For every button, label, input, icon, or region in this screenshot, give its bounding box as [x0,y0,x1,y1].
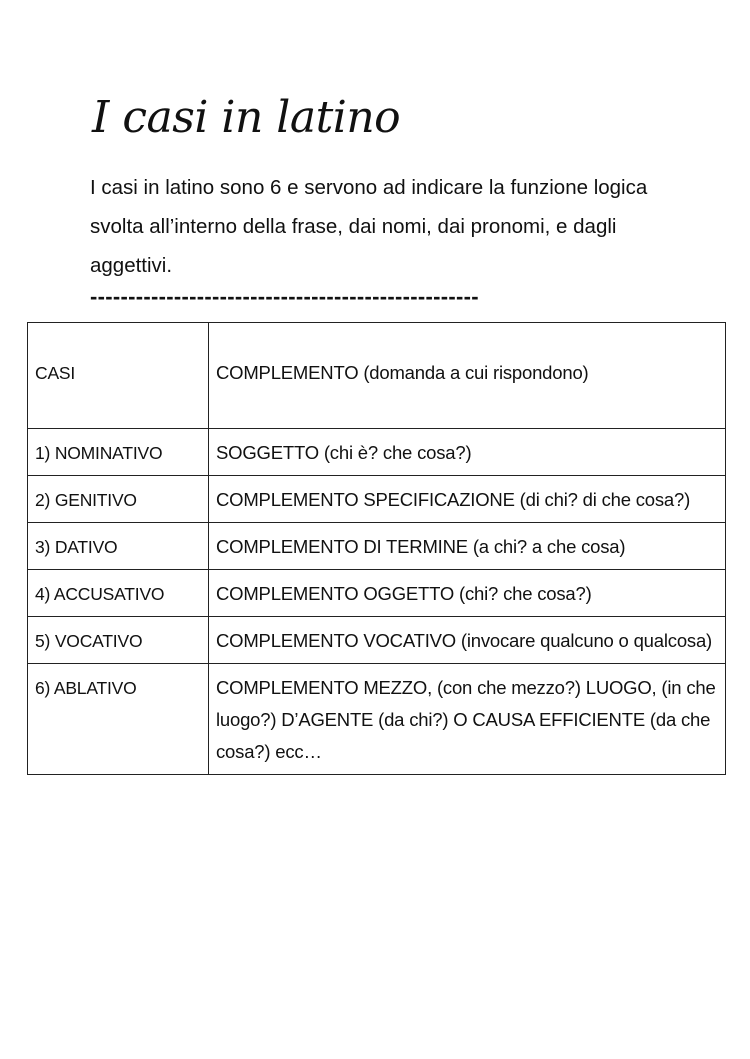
case-name-cell: 6) ABLATIVO [28,664,209,775]
case-name-cell: 5) VOCATIVO [28,617,209,664]
table-header-row [28,323,726,429]
table-row [28,570,726,617]
complement-cell: COMPLEMENTO SPECIFICAZIONE (di chi? di che cosa?) [209,476,726,523]
complement-cell: COMPLEMENTO MEZZO, (con che mezzo?) LUOGO, (in che luogo?) D’AGENTE (da chi?) O CAUSA EFFICIENTE (da che cosa?) ecc… [209,664,726,775]
case-name-cell: 1) NOMINATIVO [28,429,209,476]
dashed-separator: --------------------------------------------------- [90,284,479,309]
case-name-cell: 2) GENITIVO [28,476,209,523]
header-cases: CASI [28,323,209,429]
complement-cell: COMPLEMENTO DI TERMINE (a chi? a che cosa) [209,523,726,570]
complement-cell: COMPLEMENTO VOCATIVO (invocare qualcuno o qualcosa) [209,617,726,664]
header-complement: COMPLEMENTO (domanda a cui rispondono) [209,323,726,429]
table-row [28,617,726,664]
cases-table [27,322,726,775]
table-row [28,429,726,476]
intro-paragraph: I casi in latino sono 6 e servono ad indicare la funzione logica svolta all’interno della frase, dai nomi, dai pronomi, e dagli aggettivi. [90,176,648,277]
case-name-cell: 3) DATIVO [28,523,209,570]
page-title: I casi in latino [92,92,401,143]
complement-cell: COMPLEMENTO OGGETTO (chi? che cosa?) [209,570,726,617]
table-row [28,664,726,775]
table-row [28,476,726,523]
table-row [28,523,726,570]
complement-cell: SOGGETTO (chi è? che cosa?) [209,429,726,476]
case-name-cell: 4) ACCUSATIVO [28,570,209,617]
